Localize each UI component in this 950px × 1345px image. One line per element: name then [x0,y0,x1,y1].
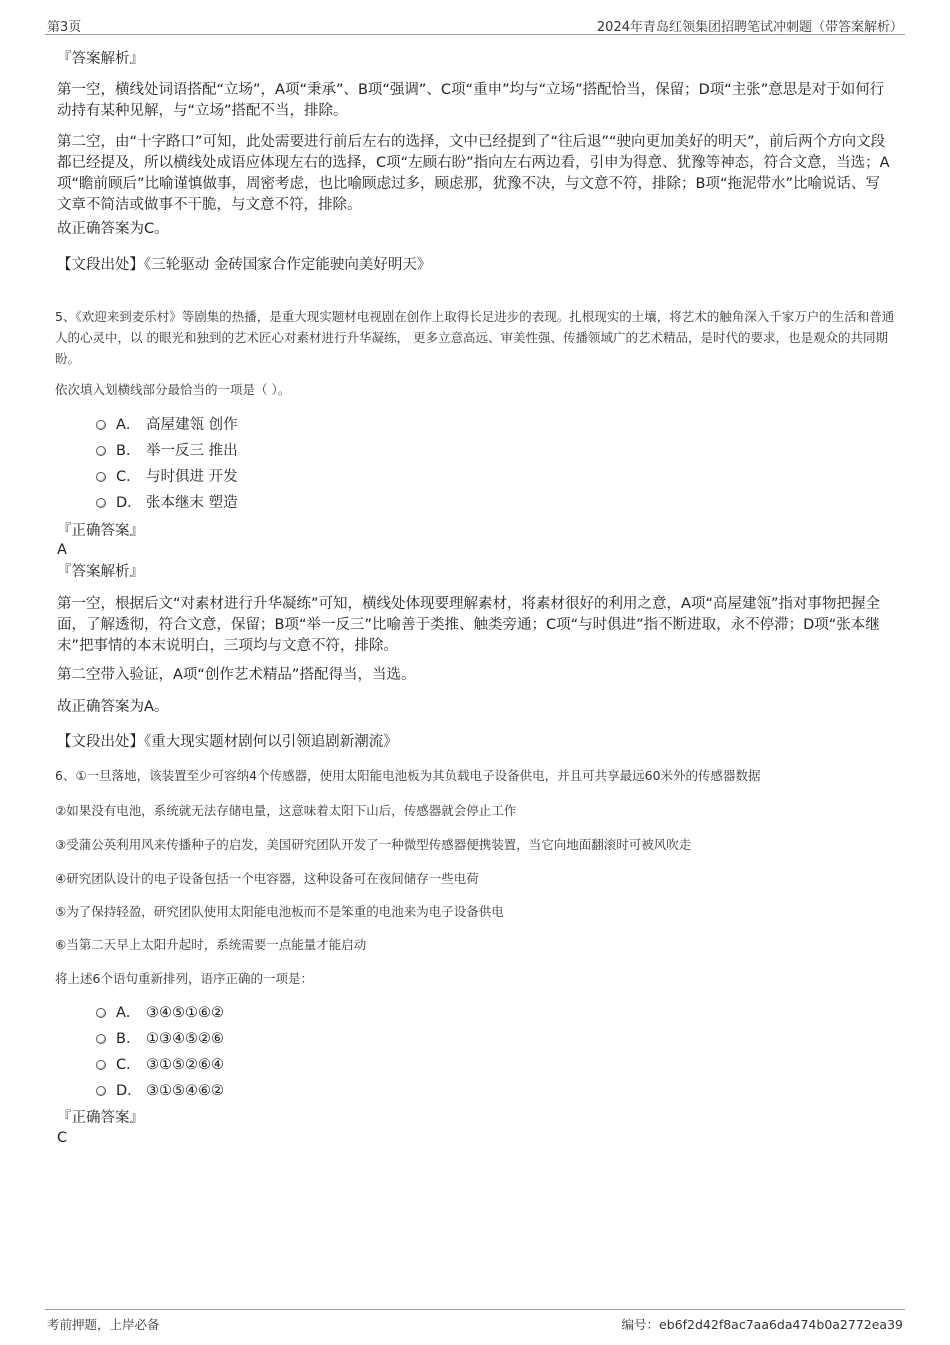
radio-icon[interactable] [96,1034,106,1044]
q6-prompt: 将上述6个语句重新排列，语序正确的一项是： [55,971,313,986]
q4-analysis-label: 『答案解析』 [57,51,144,67]
q5-source: 【文段出处】《重大现实题材剧何以引领追剧新潮流》 [57,734,398,750]
q4-conclusion: 故正确答案为C。 [57,221,169,237]
q6-option-d[interactable]: D． ③①⑤④⑥② [96,1081,224,1101]
q5-stem: 5、《欢迎来到麦乐村》等剧集的热播，是重大现实题材电视剧在创作上取得长足进步的表现。扎根现实的土壤，将艺术的触角深入千家万户的生活和普通人的心灵中，以 的眼光和独到的艺术匠心对素材进行升华凝练， 更多立意高远、审美性强、传播领域广的艺术精品，是时代的要求，也是观众的共同期盼。 [55,309,895,366]
radio-icon[interactable] [96,498,106,508]
radio-icon[interactable] [96,472,106,482]
q5-analysis-p1: 第一空，根据后文“对素材进行升华凝练”可知，横线处体现要理解素材，将素材很好的利用之意，A项“高屋建瓴”指对事物把握全面，了解透彻，符合文意，保留；B项“举一反三”比喻善于类推、触类旁通；C项“与时俱进”指不断进取，永不停滞；D项“张本继末”把事情的本末说明白，三项均与文意不符，排除。 [57,596,880,654]
q6-sentence-4: ④研究团队设计的电子设备包括一个电容器，这种设备可在夜间储存一些电荷 [55,871,479,886]
document-code-label: 编号： [621,1317,660,1332]
radio-icon[interactable] [96,446,106,456]
q5-option-b[interactable]: B． 举一反三 推出 [96,441,238,461]
q6-answer: C [57,1130,68,1146]
document-code-value: eb6f2d42f8ac7aa6da474b0a2772ea39 [659,1317,903,1332]
q5-conclusion: 故正确答案为A。 [57,699,169,715]
q5-analysis-p2: 第二空带入验证，A项“创作艺术精品”搭配得当，当选。 [57,667,416,683]
q6-option-c[interactable]: C． ③①⑤②⑥④ [96,1055,224,1075]
q4-analysis-p1: 第一空，横线处词语搭配“立场”，A项“秉承”、B项“强调”、C项“重申”均与“立场”搭配恰当，保留；D项“主张”意思是对于如何行动持有某种见解，与“立场”搭配不当，排除。 [57,82,885,119]
document-title: 2024年青岛红领集团招聘笔试冲刺题（带答案解析） [596,20,903,35]
radio-icon[interactable] [96,1008,106,1018]
q5-answer: A [57,542,67,558]
footer-slogan: 考前押题，上岸必备 [47,1317,160,1332]
radio-icon[interactable] [96,1060,106,1070]
q6-option-b[interactable]: B． ①③④⑤②⑥ [96,1029,224,1049]
radio-icon[interactable] [96,420,106,430]
q5-answer-label: 『正确答案』 [57,523,144,539]
page-number: 第3页 [47,20,82,35]
radio-icon[interactable] [96,1086,106,1096]
q6-option-a[interactable]: A． ③④⑤①⑥② [96,1003,224,1023]
q5-analysis-label: 『答案解析』 [57,564,144,580]
document-code [622,1315,903,1333]
page-header [45,14,905,35]
q6-sentence-5: ⑤为了保持轻盈，研究团队使用太阳能电池板而不是笨重的电池来为电子设备供电 [55,904,504,919]
page-footer [45,1309,905,1332]
q6-answer-label: 『正确答案』 [57,1110,144,1126]
q5-option-a[interactable]: A． 高屋建瓴 创作 [96,415,238,435]
q5-option-c[interactable]: C． 与时俱进 开发 [96,467,238,487]
q6-sentence-2: ②如果没有电池，系统就无法存储电量，这意味着太阳下山后，传感器就会停止工作 [55,803,517,818]
q6-sentence-1: 6、①一旦落地，该装置至少可容纳4个传感器，使用太阳能电池板为其负载电子设备供电，并且可共享最远60米外的传感器数据 [55,768,761,783]
q6-sentence-6: ⑥当第二天早上太阳升起时，系统需要一点能量才能启动 [55,937,367,952]
q4-analysis-p2: 第二空，由“十字路口”可知，此处需要进行前后左右的选择，文中已经提到了“往后退”“驶向更加美好的明天”，前后两个方向文段都已经提及，所以横线处成语应体现左右的选择，C项“左顾右盼”指向左右两边看，引申为得意、犹豫等神态，符合文意，当选；A项“瞻前顾后”比喻谨慎做事，周密考虑，也比喻顾虑过多，顾虑那，犹豫不决，与文意不符，排除；B项“拖泥带水”比喻说话、写文章不简洁或做事不干脆，与文意不符，排除。 [57,134,890,213]
q5-option-d[interactable]: D． 张本继末 塑造 [96,493,238,513]
q4-source: 【文段出处】《三轮驱动 金砖国家合作定能驶向美好明天》 [57,257,432,273]
q5-prompt: 依次填入划横线部分最恰当的一项是（ ）。 [55,382,291,397]
q6-sentence-3: ③受蒲公英利用风来传播种子的启发，美国研究团队开发了一种微型传感器便携装置，当它向地面翻滚时可被风吹走 [55,837,692,852]
